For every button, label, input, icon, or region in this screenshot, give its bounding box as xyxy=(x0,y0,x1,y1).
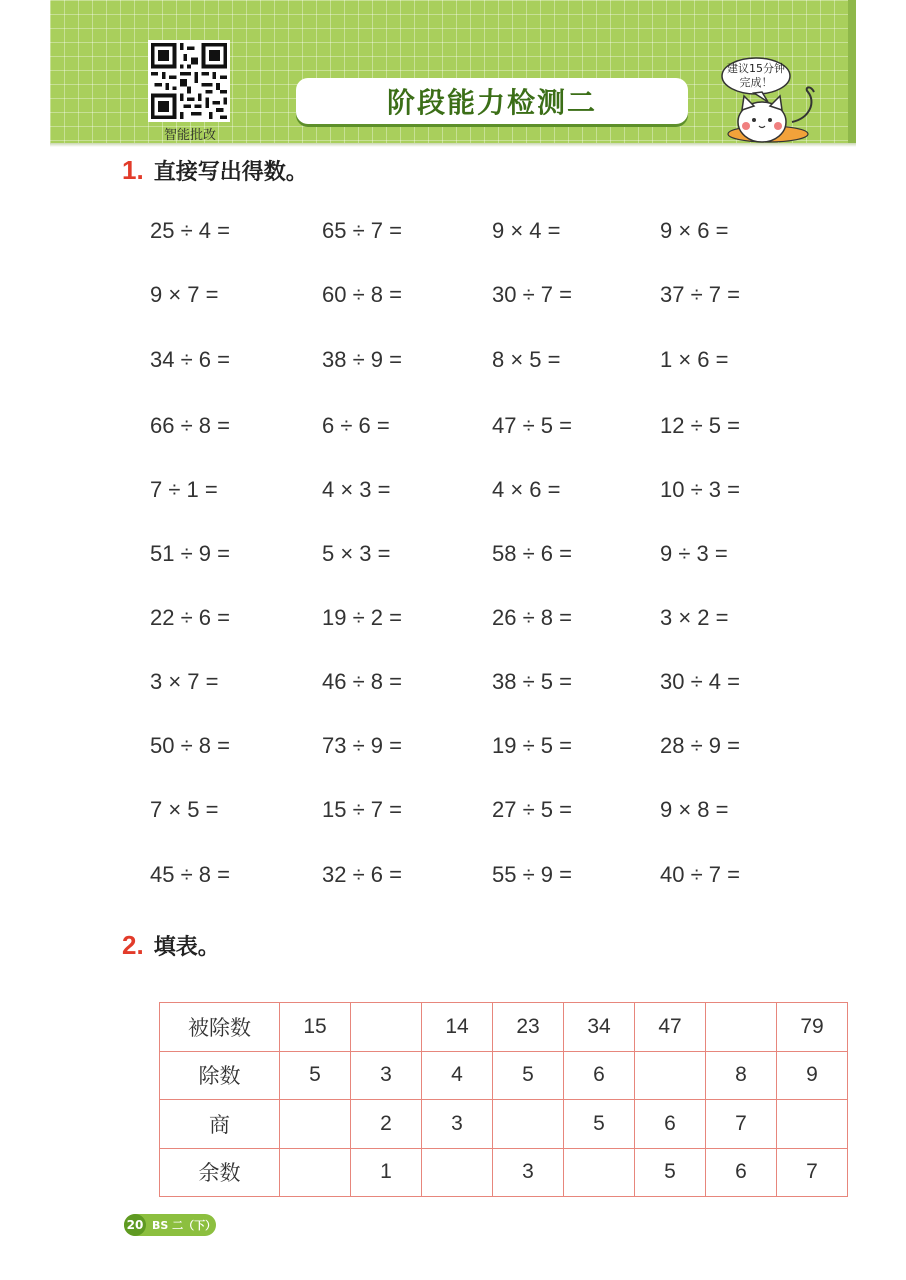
title-banner xyxy=(296,78,688,124)
section-1-title: 直接写出得数。 xyxy=(153,160,308,185)
problem-item: 9 ÷ 3 = xyxy=(660,541,728,566)
table-cell: 6 xyxy=(706,1148,777,1197)
problem-item: 19 ÷ 2 = xyxy=(322,605,402,630)
table-cell[interactable] xyxy=(422,1148,493,1197)
table-cell: 5 xyxy=(635,1148,706,1197)
problem-item: 32 ÷ 6 = xyxy=(322,862,402,887)
table-cell: 4 xyxy=(422,1051,493,1100)
table-cell: 9 xyxy=(777,1051,848,1100)
table-cell: 3 xyxy=(493,1148,564,1197)
problem-item: 1 × 6 = xyxy=(660,347,729,372)
problem-item: 5 × 3 = xyxy=(322,541,391,566)
table-row xyxy=(160,1100,848,1149)
section-1-heading xyxy=(122,155,308,186)
table-cell: 6 xyxy=(635,1100,706,1149)
table-cell[interactable] xyxy=(777,1100,848,1149)
table-cell: 7 xyxy=(777,1148,848,1197)
problem-item: 65 ÷ 7 = xyxy=(322,218,402,243)
section-2-title: 填表。 xyxy=(153,935,220,960)
table-cell: 6 xyxy=(564,1051,635,1100)
bubble-line-2: 完成！ xyxy=(739,76,773,89)
problem-item: 19 ÷ 5 = xyxy=(492,733,572,758)
problem-item: 38 ÷ 9 = xyxy=(322,347,402,372)
problem-item: 22 ÷ 6 = xyxy=(150,605,230,630)
problem-item: 9 × 6 = xyxy=(660,218,729,243)
bubble-line-1: 建议15分钟 xyxy=(727,62,785,75)
fill-table xyxy=(159,1002,848,1197)
row-header: 商 xyxy=(160,1100,280,1149)
table-cell[interactable] xyxy=(706,1003,777,1052)
table-cell[interactable] xyxy=(493,1100,564,1149)
problem-item: 25 ÷ 4 = xyxy=(150,218,230,243)
table-cell: 2 xyxy=(351,1100,422,1149)
table-cell: 34 xyxy=(564,1003,635,1052)
table-cell: 3 xyxy=(351,1051,422,1100)
problem-item: 73 ÷ 9 = xyxy=(322,733,402,758)
problem-item: 4 × 3 = xyxy=(322,477,391,502)
row-header: 被除数 xyxy=(160,1003,280,1052)
problem-item: 40 ÷ 7 = xyxy=(660,862,740,887)
qr-label: 智能批改 xyxy=(163,128,216,143)
table-cell: 14 xyxy=(422,1003,493,1052)
problem-item: 37 ÷ 7 = xyxy=(660,282,740,307)
table-cell[interactable] xyxy=(351,1003,422,1052)
table-cell[interactable] xyxy=(564,1148,635,1197)
table-cell: 5 xyxy=(493,1051,564,1100)
row-header: 除数 xyxy=(160,1051,280,1100)
table-cell: 3 xyxy=(422,1100,493,1149)
problem-item: 15 ÷ 7 = xyxy=(322,797,402,822)
problem-item: 30 ÷ 7 = xyxy=(492,282,572,307)
problem-item: 6 ÷ 6 = xyxy=(322,413,390,438)
qr-code-icon[interactable] xyxy=(148,40,230,122)
problem-item: 26 ÷ 8 = xyxy=(492,605,572,630)
problem-item: 50 ÷ 8 = xyxy=(150,733,230,758)
table-cell[interactable] xyxy=(280,1100,351,1149)
problem-item: 12 ÷ 5 = xyxy=(660,413,740,438)
problem-item: 45 ÷ 8 = xyxy=(150,862,230,887)
page-title: 阶段能力检测二 xyxy=(386,86,597,119)
table-cell: 23 xyxy=(493,1003,564,1052)
problem-item: 4 × 6 = xyxy=(492,477,561,502)
problem-item: 7 ÷ 1 = xyxy=(150,477,218,502)
footer-label: BS 二（下） xyxy=(152,1219,217,1232)
table-cell: 79 xyxy=(777,1003,848,1052)
problem-item: 8 × 5 = xyxy=(492,347,561,372)
table-row xyxy=(160,1003,848,1052)
problem-item: 9 × 8 = xyxy=(660,797,729,822)
problem-item: 38 ÷ 5 = xyxy=(492,669,572,694)
problem-item: 66 ÷ 8 = xyxy=(150,413,230,438)
speech-bubble xyxy=(725,62,787,90)
row-header: 余数 xyxy=(160,1148,280,1197)
section-1-number: 1. xyxy=(122,155,144,185)
table-cell: 7 xyxy=(706,1100,777,1149)
table-cell: 8 xyxy=(706,1051,777,1100)
page-edge xyxy=(848,0,856,143)
problem-item: 9 × 4 = xyxy=(492,218,561,243)
problem-item: 46 ÷ 8 = xyxy=(322,669,402,694)
problem-item: 30 ÷ 4 = xyxy=(660,669,740,694)
problem-item: 51 ÷ 9 = xyxy=(150,541,230,566)
problem-item: 27 ÷ 5 = xyxy=(492,797,572,822)
problem-item: 7 × 5 = xyxy=(150,797,219,822)
problem-item: 55 ÷ 9 = xyxy=(492,862,572,887)
table-cell[interactable] xyxy=(280,1148,351,1197)
table-cell: 1 xyxy=(351,1148,422,1197)
table-cell: 15 xyxy=(280,1003,351,1052)
table-cell: 5 xyxy=(280,1051,351,1100)
problem-item: 47 ÷ 5 = xyxy=(492,413,572,438)
section-2-number: 2. xyxy=(122,930,144,960)
problem-item: 9 × 7 = xyxy=(150,282,219,307)
problem-item: 10 ÷ 3 = xyxy=(660,477,740,502)
problem-item: 3 × 2 = xyxy=(660,605,729,630)
table-row xyxy=(160,1148,848,1197)
problem-item: 3 × 7 = xyxy=(150,669,219,694)
problem-item: 58 ÷ 6 = xyxy=(492,541,572,566)
table-cell: 47 xyxy=(635,1003,706,1052)
problem-item: 28 ÷ 9 = xyxy=(660,733,740,758)
problem-item: 60 ÷ 8 = xyxy=(322,282,402,307)
table-cell: 5 xyxy=(564,1100,635,1149)
section-2-heading xyxy=(122,930,220,961)
problem-item: 34 ÷ 6 = xyxy=(150,347,230,372)
page-number: 20 xyxy=(124,1214,146,1236)
table-row xyxy=(160,1051,848,1100)
table-cell[interactable] xyxy=(635,1051,706,1100)
